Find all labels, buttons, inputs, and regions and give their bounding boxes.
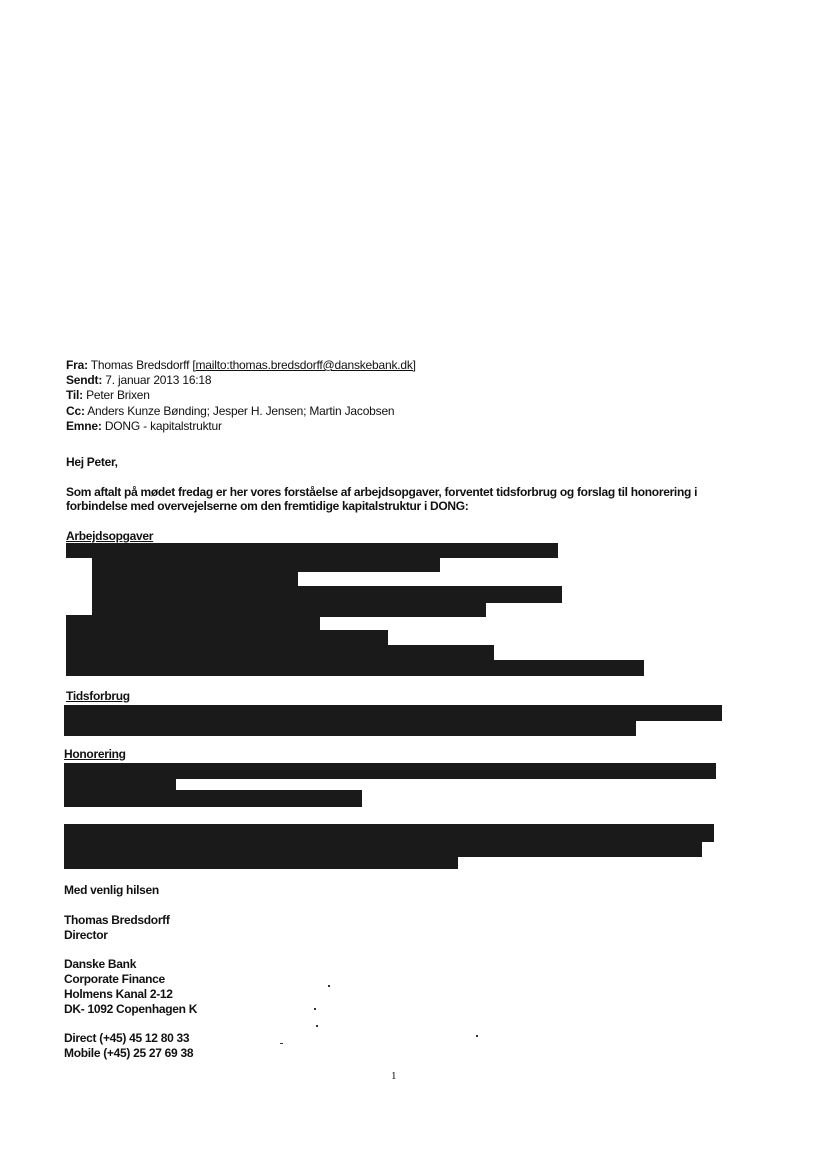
signature-street: Holmens Kanal 2-12: [64, 987, 173, 1001]
closing: Med venlig hilsen: [64, 883, 159, 897]
redaction-bar: [64, 719, 636, 736]
header-sent: [66, 373, 211, 388]
sent-value: 7. januar 2013 16:18: [105, 373, 212, 387]
scan-speck: [316, 1025, 318, 1027]
greeting: Hej Peter,: [66, 455, 118, 469]
redaction-bar: [64, 855, 458, 869]
redaction-bar: [64, 790, 362, 807]
section-heading-time: Tidsforbrug: [66, 689, 130, 703]
scan-speck: [314, 1008, 316, 1010]
signature-department: Corporate Finance: [64, 972, 165, 986]
section-heading-fee: Honorering: [64, 747, 126, 761]
signature-company: Danske Bank: [64, 957, 137, 971]
cc-label: Cc:: [66, 404, 85, 418]
subject-label: Emne:: [66, 419, 102, 433]
page-number: 1: [391, 1070, 397, 1082]
subject-value: DONG - kapitalstruktur: [104, 419, 222, 433]
header-subject: [66, 419, 222, 434]
to-label: Til:: [66, 388, 83, 402]
signature-title: Director: [64, 928, 108, 942]
header-from: [66, 358, 416, 373]
from-email-link[interactable]: [mailto:thomas.bredsdorff@danskebank.dk]: [192, 358, 416, 372]
from-name: Thomas Bredsdorff: [90, 358, 190, 372]
cc-value: Anders Kunze Bønding; Jesper H. Jensen; Martin Jacobsen: [87, 404, 395, 418]
from-label: Fra:: [66, 358, 88, 372]
signature-city: DK- 1092 Copenhagen K: [64, 1002, 198, 1016]
signature-name: Thomas Bredsdorff: [64, 913, 170, 927]
to-value: Peter Brixen: [86, 388, 150, 402]
intro-line-1: Som aftalt på mødet fredag er her vores forståelse af arbejdsopgaver, forventet tidsforbrug og forslag til honorering i: [66, 485, 698, 499]
signature-direct-phone: Direct (+45) 45 12 80 33: [64, 1031, 190, 1045]
intro-line-2: forbindelse med overvejelserne om den fremtidige kapitalstruktur i DONG:: [66, 499, 469, 513]
scan-speck: [280, 1043, 283, 1044]
section-heading-tasks: Arbejdsopgaver: [66, 529, 154, 543]
sent-label: Sendt:: [66, 373, 103, 387]
signature-mobile-phone: Mobile (+45) 25 27 69 38: [64, 1046, 194, 1060]
scan-speck: [328, 985, 330, 987]
header-to: [66, 388, 150, 403]
scan-speck: [476, 1035, 478, 1037]
header-cc: [66, 404, 394, 419]
redaction-bar: [66, 660, 644, 676]
